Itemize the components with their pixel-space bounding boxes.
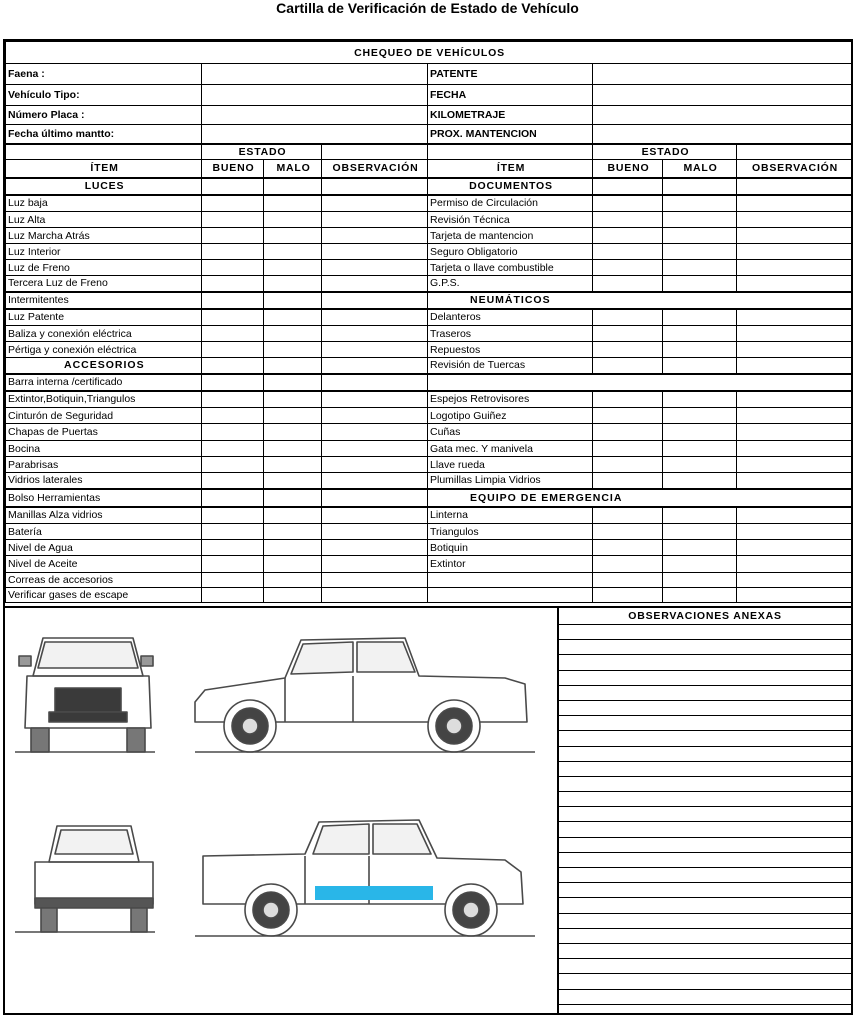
check-cell[interactable]	[264, 260, 322, 276]
check-cell[interactable]	[737, 540, 852, 556]
check-cell[interactable]	[663, 507, 737, 524]
item-label: Revisión Técnica	[428, 212, 593, 228]
item-label: Permiso de Circulación	[428, 195, 593, 212]
check-cell[interactable]	[264, 178, 322, 195]
item-label: Plumillas Limpia Vidrios	[428, 473, 593, 489]
check-cell[interactable]	[264, 441, 322, 457]
check-cell[interactable]	[663, 588, 737, 603]
item-label: Manillas Alza vidrios	[6, 507, 202, 524]
check-cell[interactable]	[202, 540, 264, 556]
item-label: Luz Marcha Atrás	[6, 228, 202, 244]
check-cell[interactable]	[322, 524, 428, 540]
check-cell[interactable]	[593, 408, 663, 424]
check-cell[interactable]	[264, 457, 322, 473]
check-cell[interactable]	[593, 573, 663, 588]
check-cell[interactable]	[322, 540, 428, 556]
item-label: Seguro Obligatorio	[428, 244, 593, 260]
item-label: Espejos Retrovisores	[428, 391, 593, 408]
check-cell[interactable]	[202, 342, 264, 358]
observacion-line[interactable]	[559, 990, 851, 1005]
check-cell[interactable]	[322, 507, 428, 524]
check-cell[interactable]	[322, 276, 428, 292]
check-cell[interactable]	[663, 441, 737, 457]
item-label: Extintor	[428, 556, 593, 573]
item-label: Tarjeta de mantencion	[428, 228, 593, 244]
check-cell[interactable]	[202, 573, 264, 588]
check-cell[interactable]	[264, 540, 322, 556]
observacion-line[interactable]	[559, 640, 851, 655]
item-label: Gata mec. Y manivela	[428, 441, 593, 457]
check-cell[interactable]	[663, 524, 737, 540]
check-cell[interactable]	[593, 342, 663, 358]
item-header-right: ÍTEM	[428, 160, 593, 178]
check-cell[interactable]	[663, 358, 737, 374]
vehiculo-tipo-label: Vehículo Tipo:	[6, 85, 202, 106]
check-cell[interactable]	[264, 556, 322, 573]
item-label: Llave rueda	[428, 457, 593, 473]
check-cell[interactable]	[663, 424, 737, 441]
checklist-form	[3, 39, 853, 1015]
check-cell[interactable]	[202, 588, 264, 603]
item-label: Vidrios laterales	[6, 473, 202, 489]
check-cell[interactable]	[663, 391, 737, 408]
bueno-header-left: BUENO	[202, 160, 264, 178]
check-cell[interactable]	[202, 374, 264, 391]
check-cell[interactable]	[202, 408, 264, 424]
check-cell[interactable]	[322, 228, 428, 244]
check-cell[interactable]	[322, 391, 428, 408]
check-cell[interactable]	[264, 374, 322, 391]
check-cell[interactable]	[264, 358, 322, 374]
item-label: Luz Interior	[6, 244, 202, 260]
check-cell[interactable]	[264, 408, 322, 424]
check-cell[interactable]	[202, 260, 264, 276]
observacion-line[interactable]	[559, 747, 851, 762]
observacion-line[interactable]	[559, 944, 851, 959]
check-cell[interactable]	[322, 424, 428, 441]
kilometraje-label: KILOMETRAJE	[428, 106, 593, 125]
item-label: Extintor,Botiquin,Triangulos	[6, 391, 202, 408]
blank-cell	[428, 588, 593, 603]
section-accesorios: ACCESORIOS	[6, 358, 202, 374]
item-label: Cinturón de Seguridad	[6, 408, 202, 424]
check-cell[interactable]	[202, 228, 264, 244]
blank-cell	[322, 144, 428, 160]
observacion-line[interactable]	[559, 898, 851, 913]
faena-label: Faena :	[6, 64, 202, 85]
check-cell[interactable]	[264, 588, 322, 603]
check-cell[interactable]	[593, 212, 663, 228]
numero-placa-label: Número Placa :	[6, 106, 202, 125]
check-cell[interactable]	[593, 326, 663, 342]
check-cell[interactable]	[322, 408, 428, 424]
vehicle-diagram-svg	[5, 608, 557, 1015]
check-cell[interactable]	[322, 489, 428, 507]
check-cell[interactable]	[593, 441, 663, 457]
observaciones-title: OBSERVACIONES ANEXAS	[559, 608, 851, 625]
check-cell[interactable]	[322, 260, 428, 276]
check-cell[interactable]	[663, 573, 737, 588]
observacion-line[interactable]	[559, 686, 851, 701]
check-cell[interactable]	[264, 309, 322, 326]
check-cell[interactable]	[593, 588, 663, 603]
check-cell[interactable]	[663, 556, 737, 573]
check-cell[interactable]	[264, 244, 322, 260]
item-label: Traseros	[428, 326, 593, 342]
check-cell[interactable]	[322, 195, 428, 212]
check-cell[interactable]	[593, 524, 663, 540]
item-label: Luz Patente	[6, 309, 202, 326]
check-cell[interactable]	[593, 391, 663, 408]
check-cell[interactable]	[593, 358, 663, 374]
item-label: Baliza y conexión eléctrica	[6, 326, 202, 342]
fecha-mantto-input[interactable]	[202, 125, 428, 144]
observacion-line[interactable]	[559, 974, 851, 989]
observacion-header-right: OBSERVACIÓN	[737, 160, 852, 178]
item-label: Nivel de Agua	[6, 540, 202, 556]
item-label: Luz baja	[6, 195, 202, 212]
item-label: Tarjeta o llave combustible	[428, 260, 593, 276]
item-label: Nivel de Aceite	[6, 556, 202, 573]
check-cell[interactable]	[202, 326, 264, 342]
vehicle-diagrams[interactable]	[5, 608, 559, 1015]
malo-header-left: MALO	[264, 160, 322, 178]
item-label: Logotipo Guiñez	[428, 408, 593, 424]
item-label: Chapas de Puertas	[6, 424, 202, 441]
check-cell[interactable]	[593, 424, 663, 441]
check-cell[interactable]	[593, 276, 663, 292]
check-cell[interactable]	[202, 556, 264, 573]
check-cell[interactable]	[202, 489, 264, 507]
truck-front-view-icon	[15, 638, 155, 752]
item-label: Verificar gases de escape	[6, 588, 202, 603]
check-cell[interactable]	[737, 195, 852, 212]
vehiculo-tipo-input[interactable]	[202, 85, 428, 106]
faena-input[interactable]	[202, 64, 428, 85]
check-cell[interactable]	[322, 556, 428, 573]
check-cell[interactable]	[202, 195, 264, 212]
check-cell[interactable]	[663, 228, 737, 244]
check-cell[interactable]	[737, 507, 852, 524]
item-label: Luz de Freno	[6, 260, 202, 276]
section-neumaticos: NEUMÁTICOS	[428, 292, 852, 309]
check-cell[interactable]	[593, 195, 663, 212]
item-label: Revisión de Tuercas	[428, 358, 593, 374]
observacion-line[interactable]	[559, 671, 851, 686]
check-cell[interactable]	[264, 473, 322, 489]
truck-rear-view-icon	[15, 826, 155, 932]
estado-header-left: ESTADO	[202, 144, 322, 160]
check-cell[interactable]	[202, 244, 264, 260]
section-documentos: DOCUMENTOS	[428, 178, 593, 195]
check-cell[interactable]	[663, 342, 737, 358]
numero-placa-input[interactable]	[202, 106, 428, 125]
check-cell[interactable]	[322, 326, 428, 342]
observacion-line[interactable]	[559, 716, 851, 731]
item-label: Triangulos	[428, 524, 593, 540]
checklist-table	[5, 41, 852, 603]
item-label: Pértiga y conexión eléctrica	[6, 342, 202, 358]
check-cell[interactable]	[202, 424, 264, 441]
observacion-line[interactable]	[559, 914, 851, 929]
check-cell[interactable]	[264, 424, 322, 441]
item-label: Bocina	[6, 441, 202, 457]
check-cell[interactable]	[202, 507, 264, 524]
check-cell[interactable]	[593, 178, 663, 195]
check-cell[interactable]	[737, 473, 852, 489]
observacion-line[interactable]	[559, 762, 851, 777]
item-label: Bolso Herramientas	[6, 489, 202, 507]
check-cell[interactable]	[202, 473, 264, 489]
check-cell[interactable]	[737, 408, 852, 424]
patente-input[interactable]	[593, 64, 852, 85]
section-equipo-emergencia: EQUIPO DE EMERGENCIA	[428, 489, 852, 507]
check-cell[interactable]	[322, 473, 428, 489]
check-cell[interactable]	[322, 441, 428, 457]
check-cell[interactable]	[737, 358, 852, 374]
item-label: Linterna	[428, 507, 593, 524]
observacion-line[interactable]	[559, 701, 851, 716]
check-cell[interactable]	[737, 212, 852, 228]
check-cell[interactable]	[202, 276, 264, 292]
check-cell[interactable]	[593, 507, 663, 524]
check-cell[interactable]	[737, 391, 852, 408]
check-cell[interactable]	[322, 212, 428, 228]
item-header-left: ÍTEM	[6, 160, 202, 178]
observacion-line[interactable]	[559, 792, 851, 807]
check-cell[interactable]	[663, 276, 737, 292]
check-cell[interactable]	[264, 524, 322, 540]
check-cell[interactable]	[663, 540, 737, 556]
check-cell[interactable]	[737, 573, 852, 588]
check-cell[interactable]	[264, 276, 322, 292]
check-cell[interactable]	[737, 178, 852, 195]
form-title: CHEQUEO DE VEHÍCULOS	[6, 42, 852, 64]
check-cell[interactable]	[737, 244, 852, 260]
check-cell[interactable]	[322, 342, 428, 358]
check-cell[interactable]	[593, 244, 663, 260]
check-cell[interactable]	[737, 260, 852, 276]
item-label: Tercera Luz de Freno	[6, 276, 202, 292]
check-cell[interactable]	[593, 457, 663, 473]
check-cell[interactable]	[663, 212, 737, 228]
observacion-line[interactable]	[559, 822, 851, 837]
check-cell[interactable]	[322, 374, 428, 391]
estado-header-right: ESTADO	[593, 144, 737, 160]
check-cell[interactable]	[322, 588, 428, 603]
truck-side-view-icon	[195, 638, 535, 752]
check-cell[interactable]	[322, 358, 428, 374]
check-cell[interactable]	[737, 228, 852, 244]
item-label: Luz Alta	[6, 212, 202, 228]
check-cell[interactable]	[202, 524, 264, 540]
patente-label: PATENTE	[428, 64, 593, 85]
check-cell[interactable]	[737, 309, 852, 326]
item-label: Batería	[6, 524, 202, 540]
check-cell[interactable]	[202, 212, 264, 228]
bottom-section	[5, 606, 851, 1015]
check-cell[interactable]	[264, 212, 322, 228]
check-cell[interactable]	[737, 276, 852, 292]
check-cell[interactable]	[737, 441, 852, 457]
check-cell[interactable]	[202, 292, 264, 309]
check-cell[interactable]	[264, 292, 322, 309]
item-label: Repuestos	[428, 342, 593, 358]
check-cell[interactable]	[663, 260, 737, 276]
check-cell[interactable]	[264, 326, 322, 342]
check-cell[interactable]	[322, 292, 428, 309]
page-title: Cartilla de Verificación de Estado de Vehículo	[276, 0, 579, 16]
check-cell[interactable]	[593, 540, 663, 556]
item-label: Cuñas	[428, 424, 593, 441]
check-cell[interactable]	[264, 195, 322, 212]
check-cell[interactable]	[663, 457, 737, 473]
check-cell[interactable]	[663, 195, 737, 212]
check-cell[interactable]	[264, 507, 322, 524]
fecha-label: FECHA	[428, 85, 593, 106]
blank-cell	[428, 374, 852, 391]
fecha-mantto-label: Fecha último mantto:	[6, 125, 202, 144]
item-label: Correas de accesorios	[6, 573, 202, 588]
check-cell[interactable]	[264, 489, 322, 507]
truck-side-view-rear-icon	[195, 820, 535, 936]
check-cell[interactable]	[264, 391, 322, 408]
blank-cell	[428, 144, 593, 160]
observaciones-lines[interactable]	[559, 625, 851, 1005]
section-luces: LUCES	[6, 178, 202, 195]
observacion-header-left: OBSERVACIÓN	[322, 160, 428, 178]
observacion-line[interactable]	[559, 868, 851, 883]
prox-mantencion-label: PROX. MANTENCION	[428, 125, 593, 144]
prox-mantencion-input[interactable]	[593, 125, 852, 144]
item-label: Parabrisas	[6, 457, 202, 473]
observacion-line[interactable]	[559, 853, 851, 868]
item-label: Delanteros	[428, 309, 593, 326]
check-cell[interactable]	[264, 573, 322, 588]
check-cell[interactable]	[322, 244, 428, 260]
fecha-input[interactable]	[593, 85, 852, 106]
kilometraje-input[interactable]	[593, 106, 852, 125]
observacion-line[interactable]	[559, 655, 851, 670]
observacion-line[interactable]	[559, 883, 851, 898]
observacion-line[interactable]	[559, 625, 851, 640]
check-cell[interactable]	[322, 178, 428, 195]
check-cell[interactable]	[737, 556, 852, 573]
check-cell[interactable]	[593, 473, 663, 489]
check-cell[interactable]	[737, 588, 852, 603]
check-cell[interactable]	[663, 473, 737, 489]
check-cell[interactable]	[322, 573, 428, 588]
blank-cell	[6, 144, 202, 160]
check-cell[interactable]	[264, 228, 322, 244]
check-cell[interactable]	[737, 326, 852, 342]
check-cell[interactable]	[264, 342, 322, 358]
check-cell[interactable]	[593, 228, 663, 244]
bueno-header-right: BUENO	[593, 160, 663, 178]
check-cell[interactable]	[737, 457, 852, 473]
malo-header-right: MALO	[663, 160, 737, 178]
observacion-line[interactable]	[559, 838, 851, 853]
check-cell[interactable]	[737, 424, 852, 441]
check-cell[interactable]	[322, 309, 428, 326]
check-cell[interactable]	[737, 524, 852, 540]
check-cell[interactable]	[663, 326, 737, 342]
check-cell[interactable]	[202, 391, 264, 408]
item-label: G.P.S.	[428, 276, 593, 292]
item-label: Botiquin	[428, 540, 593, 556]
check-cell[interactable]	[663, 244, 737, 260]
observacion-line[interactable]	[559, 777, 851, 792]
check-cell[interactable]	[663, 408, 737, 424]
observacion-line[interactable]	[559, 731, 851, 746]
blank-cell	[737, 144, 852, 160]
observacion-line[interactable]	[559, 807, 851, 822]
check-cell[interactable]	[737, 342, 852, 358]
check-cell[interactable]	[663, 309, 737, 326]
observacion-line[interactable]	[559, 929, 851, 944]
check-cell[interactable]	[202, 309, 264, 326]
check-cell[interactable]	[202, 457, 264, 473]
observacion-line[interactable]	[559, 959, 851, 974]
item-label: Barra interna /certificado	[6, 374, 202, 391]
check-cell[interactable]	[322, 457, 428, 473]
check-cell[interactable]	[593, 260, 663, 276]
blank-cell	[428, 573, 593, 588]
observaciones-panel	[559, 608, 851, 1015]
item-label: Intermitentes	[6, 292, 202, 309]
check-cell[interactable]	[202, 358, 264, 374]
check-cell[interactable]	[593, 556, 663, 573]
check-cell[interactable]	[202, 441, 264, 457]
check-cell[interactable]	[663, 178, 737, 195]
check-cell[interactable]	[593, 309, 663, 326]
check-cell[interactable]	[202, 178, 264, 195]
